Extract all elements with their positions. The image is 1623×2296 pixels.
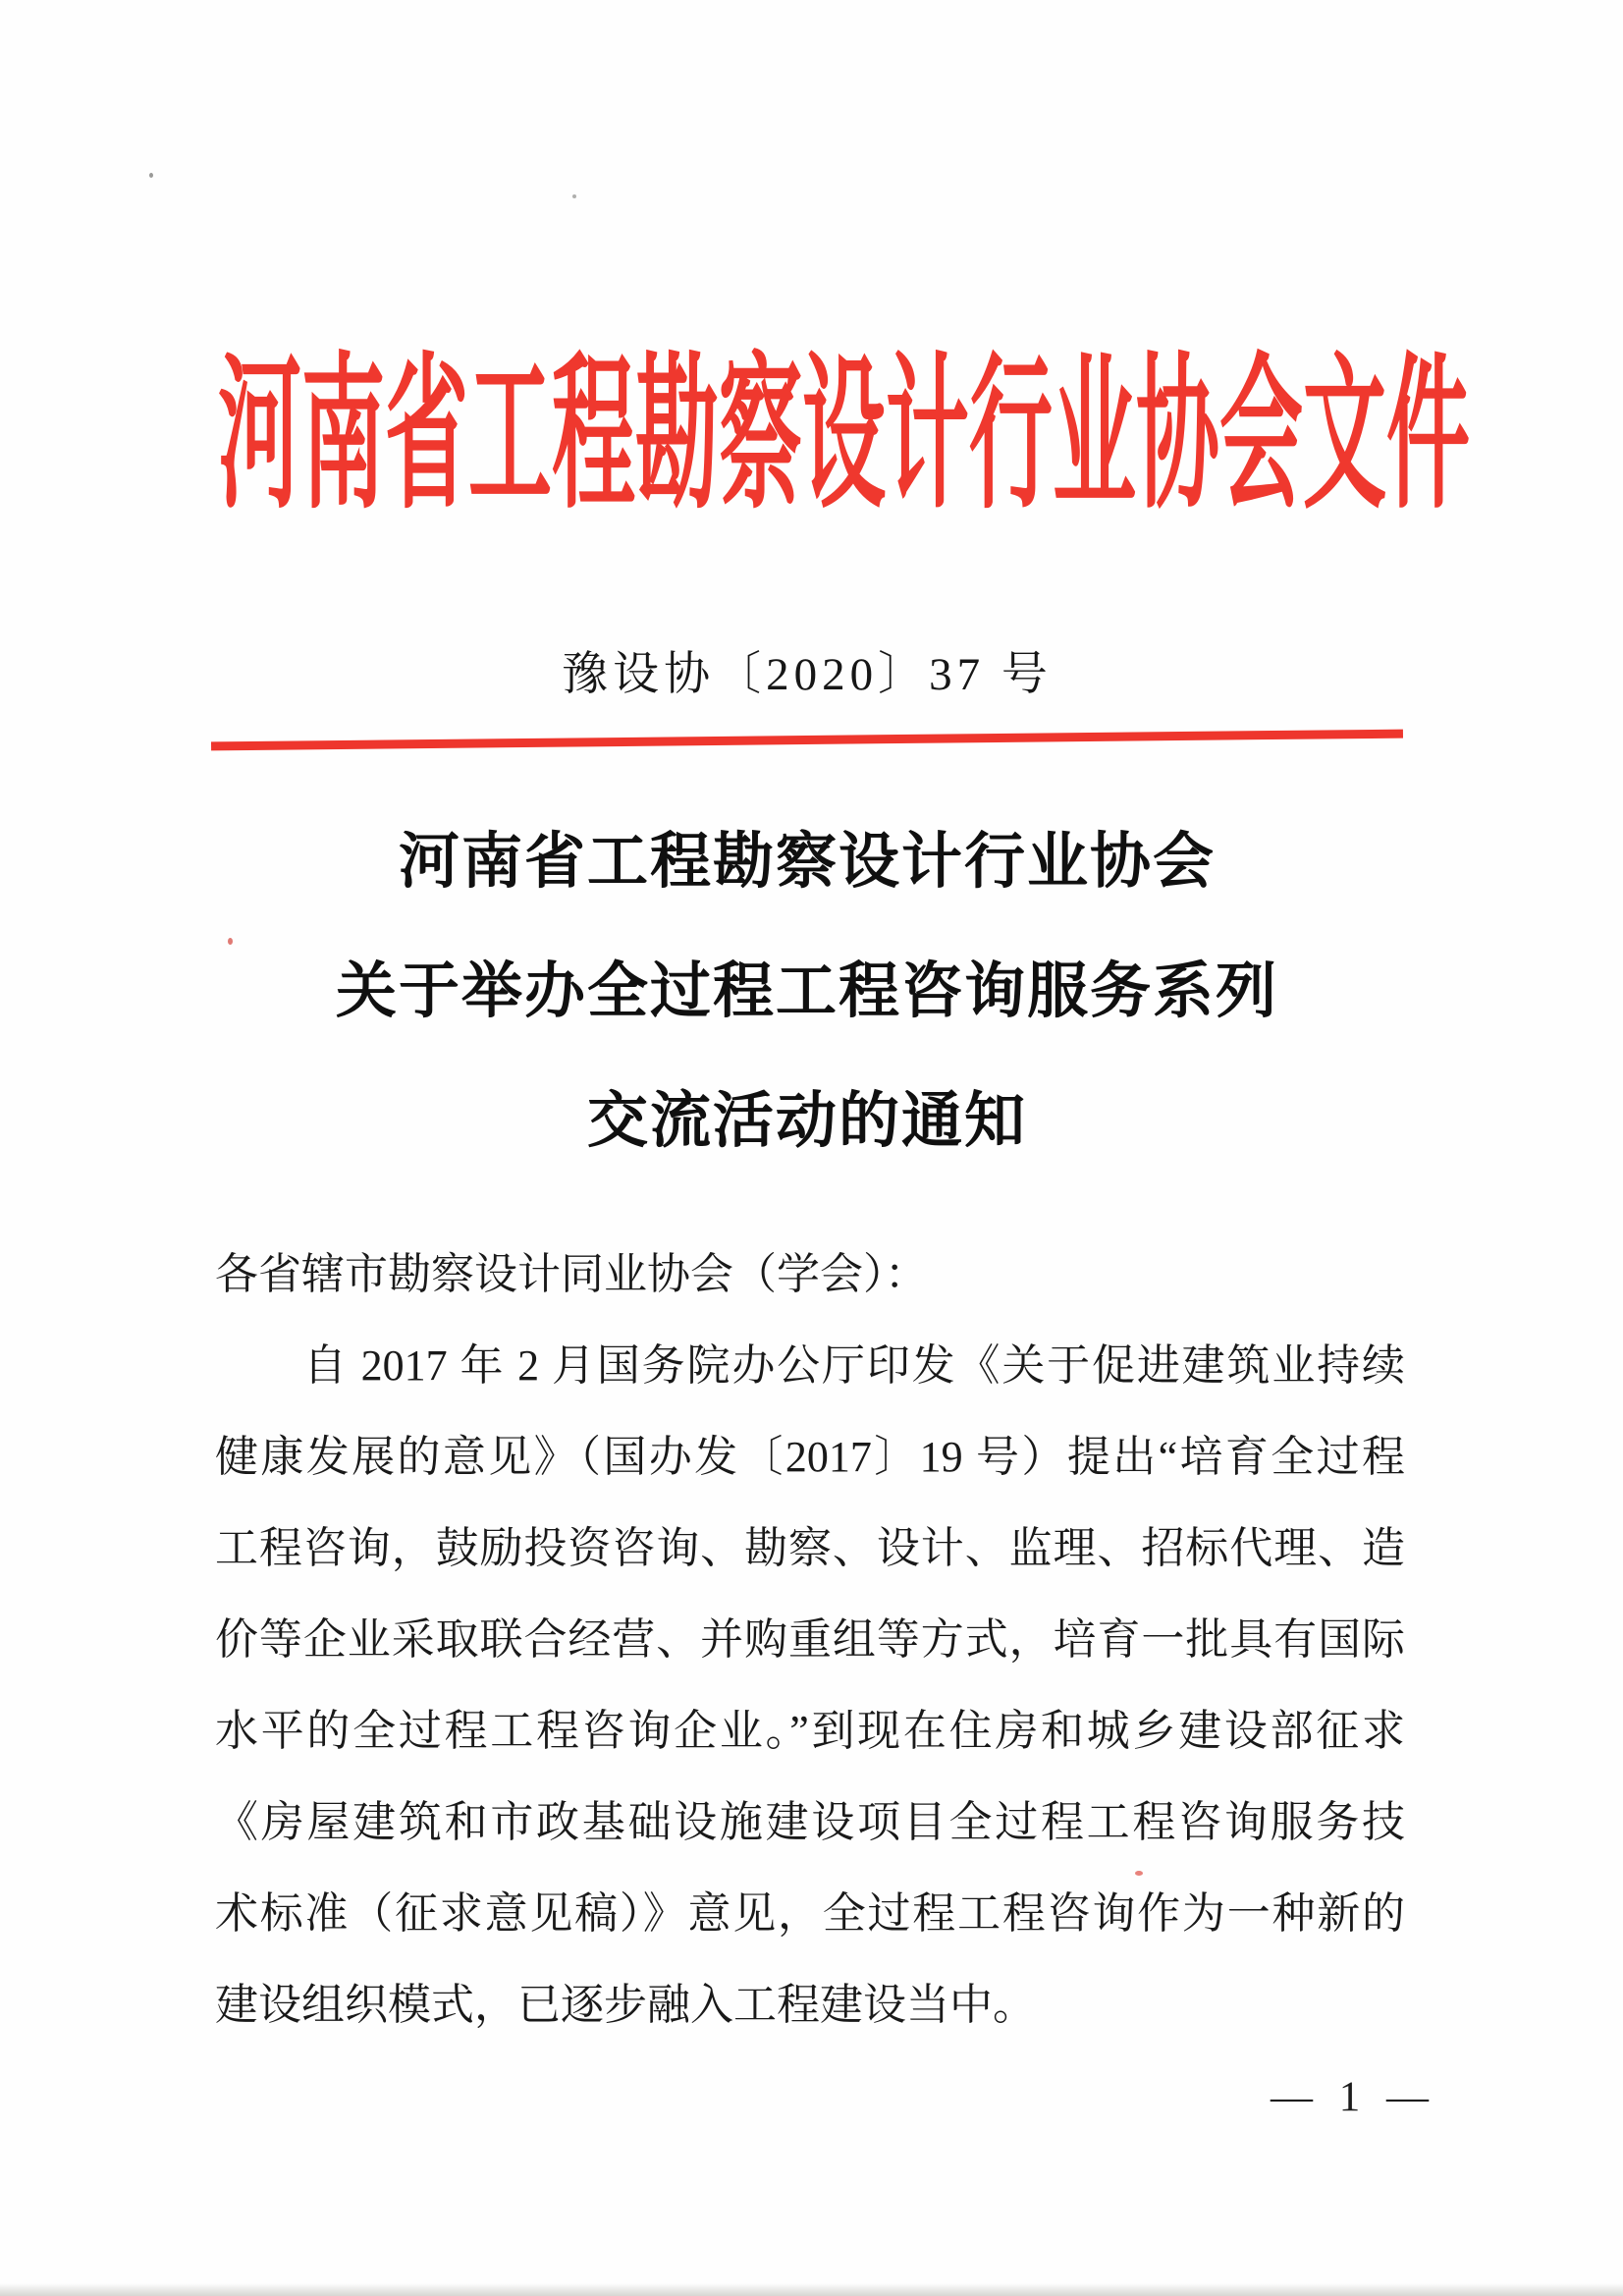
body-line: 工程咨询，鼓励投资咨询、勘察、设计、监理、招标代理、造 bbox=[215, 1524, 1405, 1572]
doc-number: 豫设协〔2020〕37 号 bbox=[562, 649, 1053, 700]
notice-title-line-2: 关于举办全过程工程咨询服务系列 bbox=[335, 958, 1278, 1025]
body-line: 《房屋建筑和市政基础设施建设项目全过程工程咨询服务技 bbox=[215, 1798, 1405, 1846]
body-line: 健康发展的意见》（国办发〔2017〕19 号）提出“培育全过程 bbox=[215, 1433, 1405, 1481]
scan-bottom-edge bbox=[0, 2283, 1623, 2296]
notice-title bbox=[211, 797, 1403, 1186]
body-line: 价等企业采取联合经营、并购重组等方式，培育一批具有国际 bbox=[215, 1615, 1405, 1664]
document-body bbox=[215, 1229, 1405, 2050]
red-divider-line bbox=[211, 730, 1403, 751]
salutation: 各省辖市勘察设计同业协会（学会）： bbox=[215, 1250, 928, 1298]
scan-speck bbox=[1135, 1871, 1143, 1876]
notice-title-line-3: 交流活动的通知 bbox=[586, 1088, 1027, 1155]
scan-speck bbox=[228, 938, 233, 945]
body-line: 术标准（征求意见稿）》意见，全过程工程咨询作为一种新的 bbox=[215, 1889, 1405, 1938]
notice-title-line-1: 河南省工程勘察设计行业协会 bbox=[398, 829, 1216, 896]
body-line: 水平的全过程工程咨询企业。”到现在住房和城乡建设部征求 bbox=[215, 1707, 1405, 1755]
body-line: 建设组织模式，已逐步融入工程建设当中。 bbox=[215, 1981, 1036, 2029]
scan-speck bbox=[572, 194, 576, 198]
scan-speck bbox=[149, 173, 153, 178]
red-header-title: 河南省工程勘察设计行业协会文件 bbox=[218, 344, 1471, 528]
page-number: — 1 — bbox=[1271, 2074, 1429, 2120]
body-line: 自 2017 年 2 月国务院办公厅印发《关于促进建筑业持续 bbox=[303, 1341, 1405, 1390]
